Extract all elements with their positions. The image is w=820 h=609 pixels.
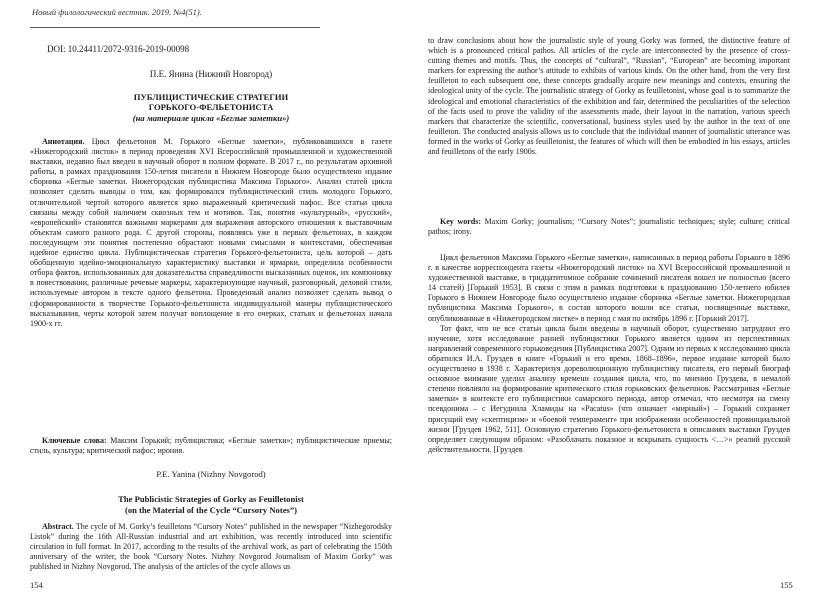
author-ru: П.Е. Янина (Нижний Новгород)	[149, 69, 273, 79]
keywords-en-text: Maxim Gorky; journalism; “Cursory Notes”; journalistic techniques; style; culture; critical pathos; irony.	[428, 217, 790, 237]
article-title-ru	[30, 92, 392, 112]
abstract-en-label: Abstract.	[42, 522, 74, 531]
abstract-en-continued	[428, 36, 790, 157]
page-number-right: 155	[780, 580, 793, 590]
doi: DOI: 10.24411/2072-9316-2019-00098	[47, 44, 190, 54]
keywords-ru	[30, 436, 392, 456]
abstract-en	[30, 522, 392, 572]
title-ru-line1: ПУБЛИЦИСТИЧЕСКИЕ СТРАТЕГИИ	[133, 92, 289, 102]
abstract-en-continued-text: to draw conclusions about how the journalistic style of young Gorky was formed, the distinctive feature of which is a pronounced critical pathos. All articles of the cycle are interconnected by the presence of cross-cutting themes and motifs. Thus, the concepts of “cultural”, “Russian”, “European” are becoming important markers for expressing the author’s attitude to exhibits of various kinds. On the other hand, from the very first feuilleton to each subsequent one, these concepts gradually acquire new meanings and contexts, ensuring the ideological unity of the cycle. The journalistic strategy of Gorky as feuilletonist, whose goal is to summarize the ideological and emotional characteristics of the exhibition and fair, determined the peculiarities of the selection of the facts used to prove the validity of the assessments made, their layout in the narration, various speech markers that characterize the scientific, conversational, business styles used by the author in the text of one feuilleton. The conducted analysis allows us to conclude that the individual manner of journalistic utterance was formed in the works of Gorky as feuilletonist, the features of which will then be embodied in his essays, articles and feuilletons of the early 1900s.	[428, 36, 790, 157]
running-head: Новый филологический вестник. 2019. №4(51).	[32, 7, 202, 17]
article-title-en	[30, 494, 392, 515]
title-en-line1: The Publicistic Strategies of Gorky as Feuilletonist	[118, 494, 304, 504]
body-paragraph-2: Тот факт, что не все статьи цикла были введены в научный оборот, существенно затруднил его изучение, хотя исследование ранней публицистики Горького является одним из перспективных направлений современного горьковедения [Публицистика 2007]. Одним из первых к исследованию цикла обратился И.А. Груздев в книге «Горький и его время. 1868–1896», первое издание которой было осуществлено в 1938 г. Характеризуя дореволюционную публицистику писателя, его первый биограф основное внимание уделил анализу времени создания цикла, что, по мнению Груздева, в немалой степени повлияло на формирование критического стиля горьковских фельетонов. Рассматривая «Беглые заметки» в контексте его публицистики самарского периода, автор отмечал, что несмотря на смену псевдонима – с Иегудиила Хламиды на «Pacatus» (что означает «мирный») – Горький сохраняет присущий ему «скептицизм» и «боевой темперамент» при изображении особенностей провинциальной жизни [Груздев 1962, 511]. Основную стратегию Горького-фельетониста в описаниях выставки Груздев определяет следующим образом: «Разоблачать показное и вскрывать сущность <…>» реалий русской действительности. [Груздев	[428, 323, 790, 454]
keywords-ru-text: Максим Горький; публицистика; «Беглые заметки»; публицистические приемы; стиль, культура; критический пафос; ирония.	[30, 436, 392, 456]
keywords-ru-label: Ключевые слова:	[42, 436, 107, 445]
abstract-ru	[30, 137, 392, 329]
keywords-en-label: Key words:	[440, 217, 481, 226]
page-number-left: 154	[30, 580, 43, 590]
title-ru-line2: ГОРЬКОГО-ФЕЛЬЕТОНИСТА	[148, 102, 274, 113]
right-page	[410, 0, 820, 609]
header-rule	[30, 27, 320, 28]
abstract-ru-label: Аннотация.	[42, 137, 85, 146]
article-body	[428, 253, 790, 455]
title-en-line2: (on the Material of the Cycle “Cursory Notes”)	[124, 504, 298, 515]
article-subtitle-ru: (на материале цикла «Беглые заметки»)	[132, 113, 290, 123]
abstract-en-text: The cycle of M. Gorky’s feuilletons “Cursory Notes” published in the newspaper “Nizhegorodsky Listok” during the 16th All-Russian industrial and art exhibition, was recently introduced into scientific circulation in full format. In 2017, according to the results of the archival work, as part of celebrating the 150th anniversary of the writer, the book “Cursory Notes. Nizhny Novgorod Journalism of Maxim Gorky” was published in Nizhny Novgorod. The analysis of the articles of the cycle allows us	[30, 522, 392, 572]
abstract-ru-text: Цикл фельетонов М. Горького «Беглые заметки», публиковавшихся в газете «Нижегородский листок» в период проведения XVI Всероссийской промышленной и художественной выставки, недавно был введен в научный оборот в полном формате. В 2017 г., по результатам архивной работы, в рамках празднования 150-летия писателя в Нижнем Новгороде было осуществлено издание сборника «Беглые заметки. Нижегородская публицистика Максима Горького». Анализ статей цикла позволяет сделать выводы о том, как формировался публицистический стиль молодого Горького, отличительной чертой которого является ярко выраженный критический пафос. Все статьи цикла связаны между собой наличием сквозных тем и мотивов. Так, понятия «культурный», «русский», «европейский» становятся важными маркерами для выражения авторского отношения к выставочным объектам самого разного рода. С другой стороны, появляясь уже в первых фельетонах, в каждом последующем эти понятия постепенно обрастают новыми смыслами и контекстами, обеспечивая идейное единство цикла. Публицистическая стратегия Горького-фельетониста, цель которой – дать обобщенную идейно-эмоциональную характеристику выставки и ярмарки, определила особенности отбора фактов, использованных для доказательства справедливости высказанных оценок, их компоновку в повествовании, различные речевые маркеры, характеризующие научный, разговорный, деловой стили, используемые автором в тексте одного фельетона. Проведенный анализ позволяет сделать вывод о сформированности в творчестве Горького-фельетониста индивидуальной манеры публицистического высказывания, черты которой затем получат воплощение в его очерках, статьях и фельетонах начала 1900-х гг.	[30, 137, 392, 328]
author-en: P.E. Yanina (Nizhny Novgorod)	[156, 469, 266, 479]
body-paragraph-1: Цикл фельетонов Максима Горького «Беглые заметки», написанных в период работы Горького в 1896 г. в качестве корреспондента газеты «Нижегородский листок» на XVI Всероссийской промышленной и художественной выставке, в тридцатитомное собрание сочинений писателя вошел не полностью (всего 14 статей) [Горький 1953]. В связи с этим в рамках подготовки к празднованию 150-летнего юбилея Горького в Нижнем Новгороде было осуществлено издание сборника «Беглые заметки. Нижегородская публицистика Максима Горького», в состав которого вошли все статьи, посвященные выставке, опубликованные в «Нижегородском листке» в период с мая по октябрь 1896 г. [Горький 2017].	[428, 253, 790, 323]
keywords-en	[428, 217, 790, 237]
